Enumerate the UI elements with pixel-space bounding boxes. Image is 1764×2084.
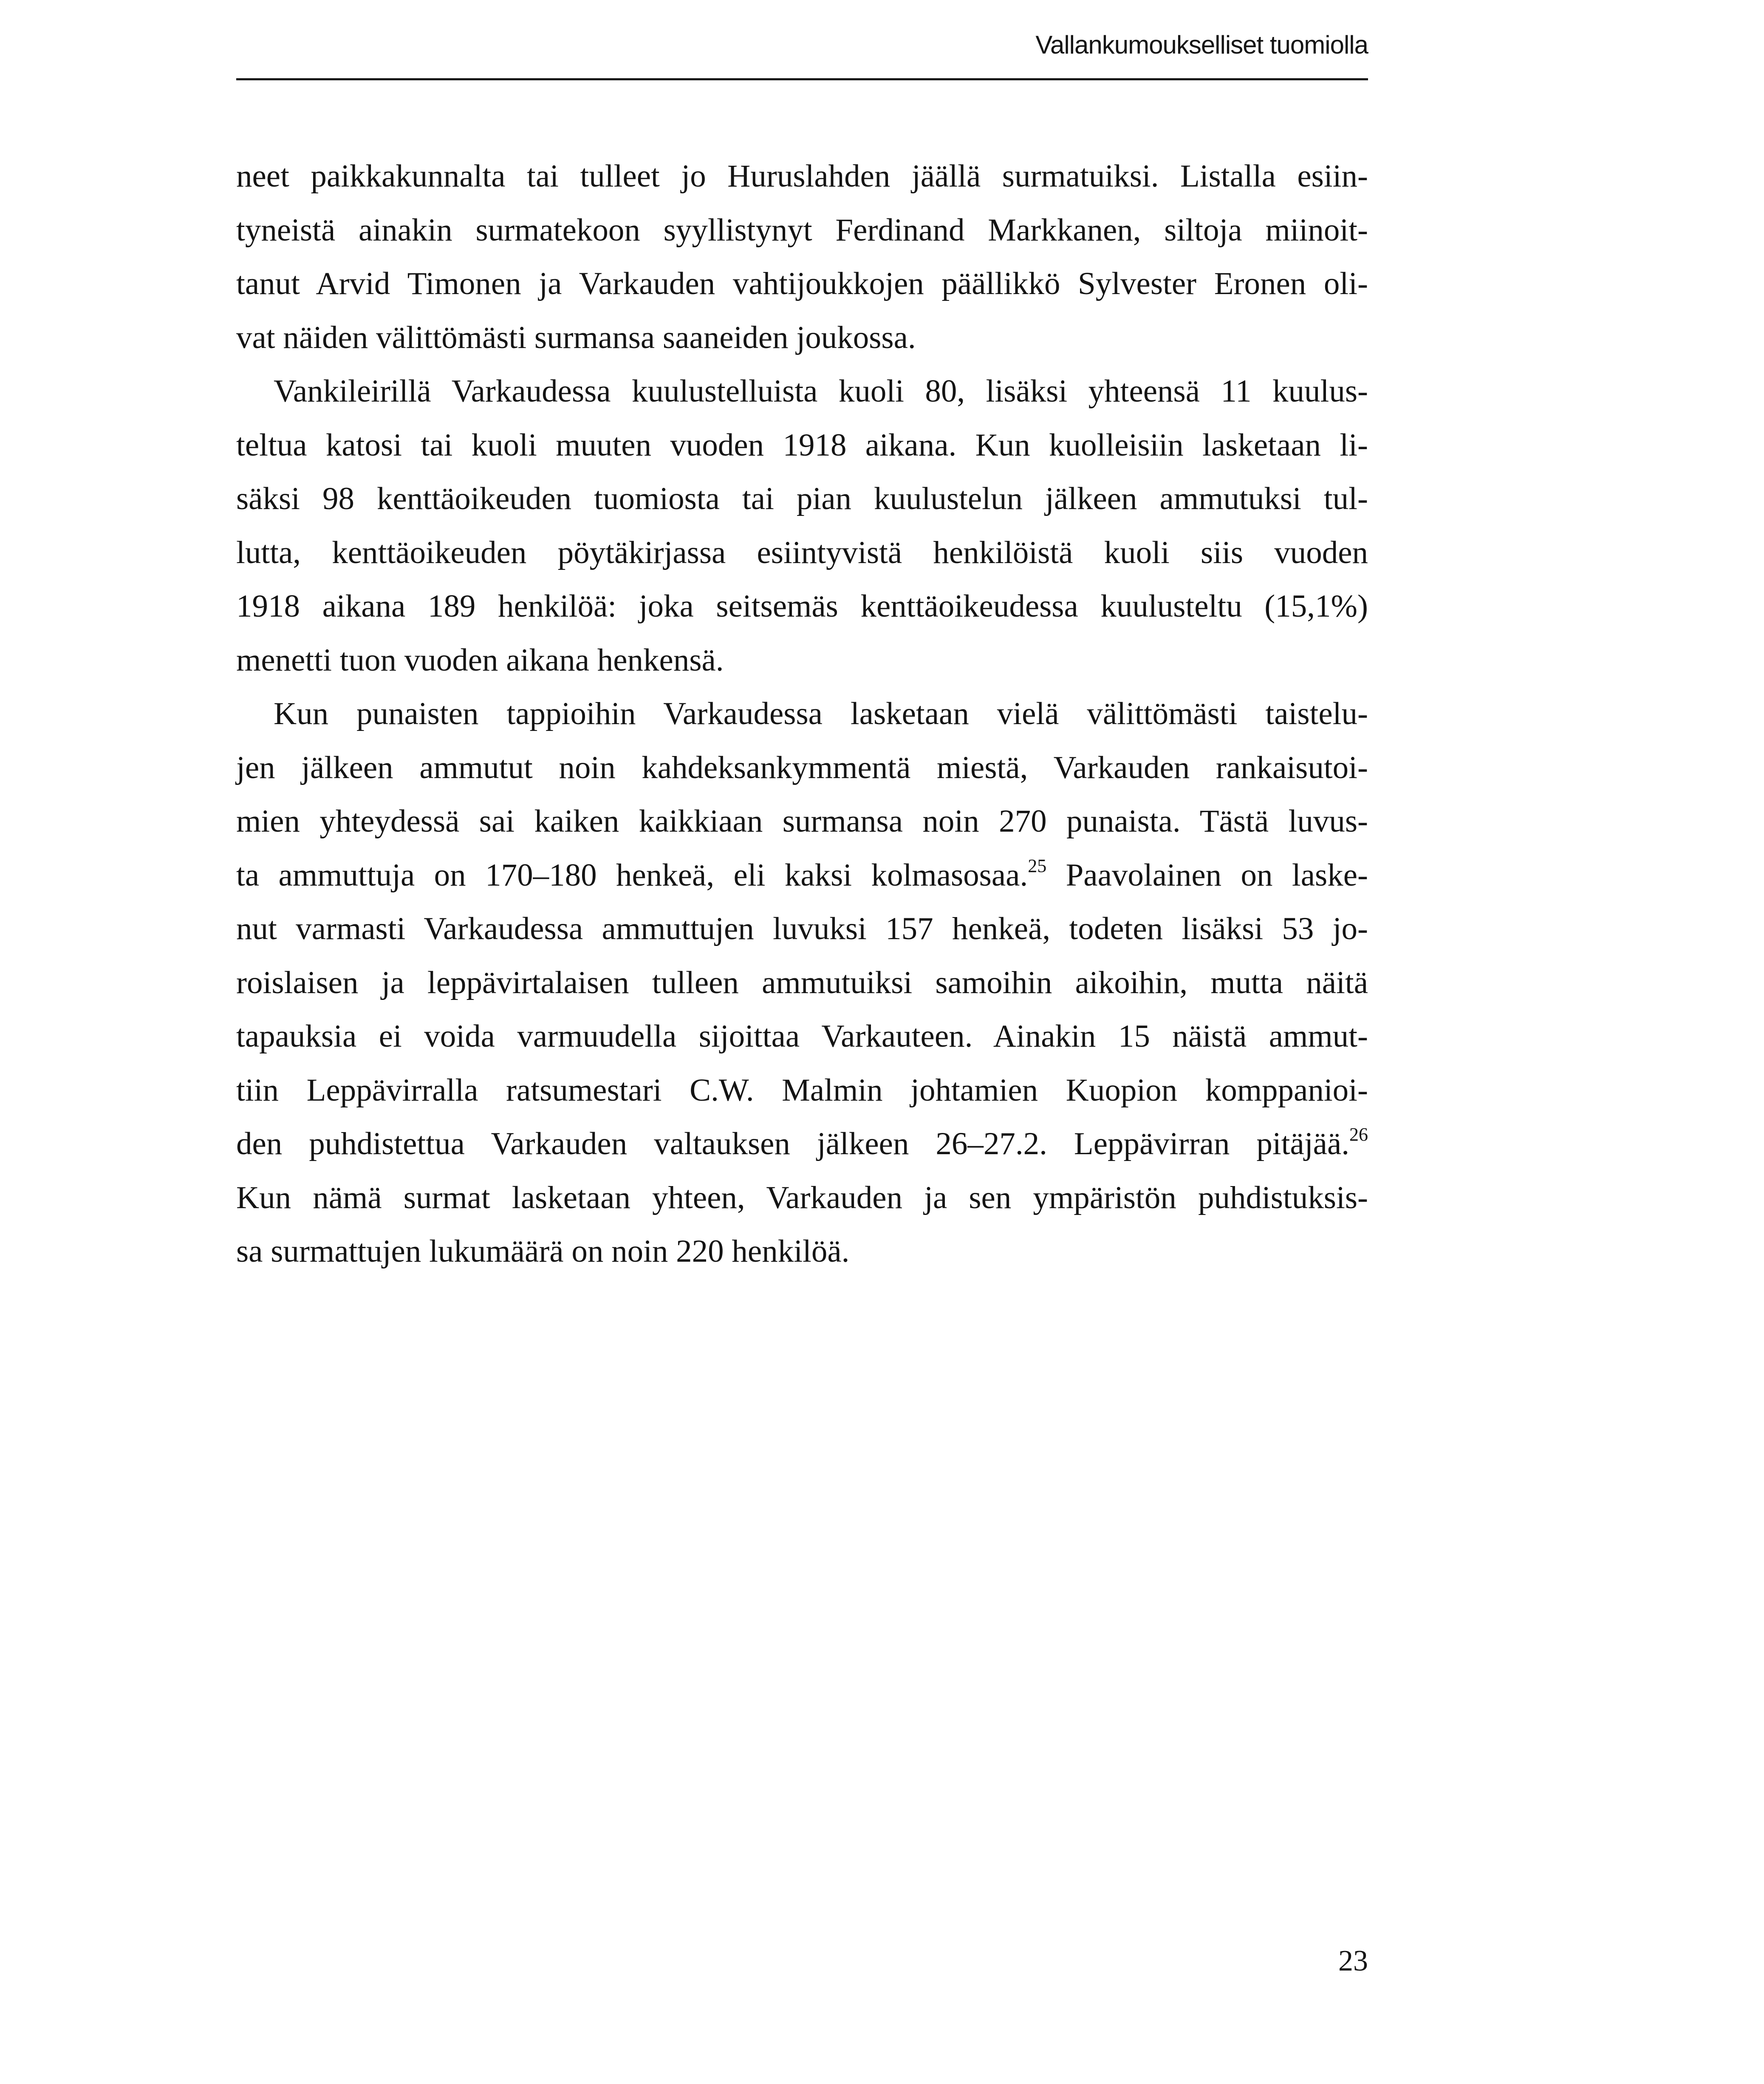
page-number: 23 (1338, 1945, 1368, 1977)
text-line: lutta, kenttäoikeuden pöytäkirjassa esiintyvistä henkilöistä kuoli siis vuoden (236, 535, 1368, 570)
body-text (236, 150, 1368, 1279)
text-line: menetti tuon vuoden aikana henkensä. (236, 642, 724, 678)
text-line: Kun punaisten tappioihin Varkaudessa lasketaan vielä välittömästi taistelu- (274, 696, 1368, 731)
paragraph-3 (236, 687, 1368, 1279)
text-line: vat näiden välittömästi surmansa saaneiden joukossa. (236, 320, 916, 355)
text-segment: den puhdistettua Varkauden valtauksen jälkeen 26–27.2. Leppävirran pitäjää. (236, 1126, 1349, 1161)
text-line: Vankileirillä Varkaudessa kuulustelluista kuoli 80, lisäksi yhteensä 11 kuulus- (274, 374, 1368, 409)
text-line: mien yhteydessä sai kaiken kaikkiaan surmansa noin 270 punaista. Tästä luvus- (236, 804, 1368, 839)
text-line: neet paikkakunnalta tai tulleet jo Huruslahden jäällä surmatuiksi. Listalla esiin- (236, 159, 1368, 194)
text-line: tapauksia ei voida varmuudella sijoittaa Varkauteen. Ainakin 15 näistä ammut- (236, 1019, 1368, 1054)
text-segment: Paavolainen on laske- (1046, 857, 1368, 893)
text-line-with-footnote (236, 1117, 1368, 1171)
text-line: jen jälkeen ammutut noin kahdeksankymmentä miestä, Varkauden rankaisutoi- (236, 750, 1368, 785)
footnote-marker: 26 (1349, 1124, 1368, 1145)
text-line: tyneistä ainakin surmatekoon syyllistynyt Ferdinand Markkanen, siltoja miinoit- (236, 212, 1368, 248)
text-line: teltua katosi tai kuoli muuten vuoden 1918 aikana. Kun kuolleisiin lasketaan li- (236, 427, 1368, 463)
text-line: 1918 aikana 189 henkilöä: joka seitsemäs kenttäoikeudessa kuulusteltu (15,1%) (236, 589, 1368, 624)
text-line: nut varmasti Varkaudessa ammuttujen luvuksi 157 henkeä, todeten lisäksi 53 jo- (236, 911, 1368, 946)
text-segment: ta ammuttuja on 170–180 henkeä, eli kaksi kolmasosaa. (236, 857, 1028, 893)
text-line: sa surmattujen lukumäärä on noin 220 henkilöä. (236, 1234, 850, 1269)
text-line: roislaisen ja leppävirtalaisen tulleen ammutuiksi samoihin aikoihin, mutta näitä (236, 965, 1368, 1000)
paragraph-1 (236, 150, 1368, 365)
text-line-with-footnote (236, 849, 1368, 903)
running-header-title: Vallankumoukselliset tuomiolla (1035, 31, 1368, 59)
text-line: tiin Leppävirralla ratsumestari C.W. Malmin johtamien Kuopion komppanioi- (236, 1072, 1368, 1108)
paragraph-2 (236, 365, 1368, 687)
text-line: Kun nämä surmat lasketaan yhteen, Varkauden ja sen ympäristön puhdistuksis- (236, 1180, 1368, 1215)
header-rule (236, 78, 1368, 80)
footnote-marker: 25 (1028, 855, 1047, 876)
text-line: säksi 98 kenttäoikeuden tuomiosta tai pian kuulustelun jälkeen ammutuksi tul- (236, 481, 1368, 516)
text-line: tanut Arvid Timonen ja Varkauden vahtijoukkojen päällikkö Sylvester Eronen oli- (236, 266, 1368, 301)
